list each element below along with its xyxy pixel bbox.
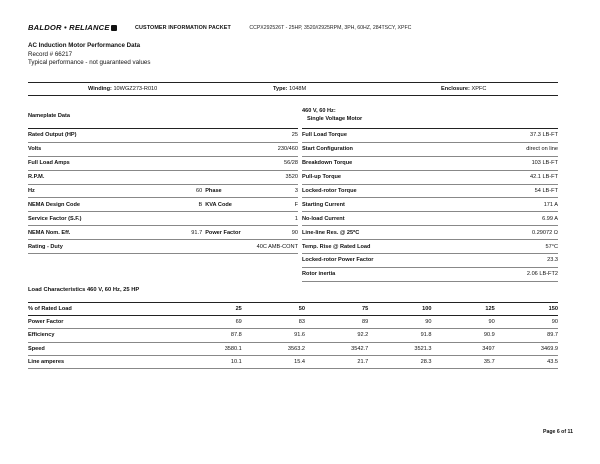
table-cell: 3563.2 <box>242 342 305 355</box>
enclosure-cell: Enclosure: XPFC <box>441 86 487 92</box>
table-row <box>302 226 558 240</box>
row-value: 56/28 <box>257 156 298 170</box>
row-label: Line amperes <box>28 355 179 368</box>
table-row <box>28 226 298 240</box>
table-row <box>28 329 558 342</box>
row-label: Locked-rotor Torque <box>302 184 452 198</box>
row-value: 90 <box>257 226 298 240</box>
table-cell: 87.8 <box>179 329 242 342</box>
row-value: 54 LB-FT <box>452 184 558 198</box>
row-value: 3 <box>257 184 298 198</box>
table-row <box>28 156 298 170</box>
row-label: Rating - Duty <box>28 240 257 254</box>
row-label: Service Factor (S.F.) <box>28 212 257 226</box>
table-row <box>302 240 558 254</box>
document-title: AC Induction Motor Performance Data <box>28 42 141 49</box>
table-row <box>28 142 298 156</box>
brand-mark-icon <box>111 25 117 31</box>
row-label: Full Load Amps <box>28 156 257 170</box>
row-value: B <box>175 198 202 212</box>
row-value: F <box>257 198 298 212</box>
table-cell: 89.7 <box>495 329 558 342</box>
row-value: 25 <box>257 129 298 143</box>
row-value: 1 <box>257 212 298 226</box>
table-cell: 3542.7 <box>305 342 368 355</box>
table-row <box>28 212 298 226</box>
row-value: 103 LB-FT <box>452 156 558 170</box>
row-label: Volts <box>28 142 257 156</box>
table-cell: 43.5 <box>495 355 558 368</box>
table-cell: 3497 <box>432 342 495 355</box>
row-label: Full Load Torque <box>302 129 452 143</box>
table-row <box>28 184 298 198</box>
voltage-title <box>302 103 558 129</box>
row-label: NEMA Design Code <box>28 198 175 212</box>
table-cell: 10.1 <box>179 355 242 368</box>
table-cell: 90 <box>495 316 558 329</box>
row-label: Power Factor <box>28 316 179 329</box>
model-line: CCPX292526T - 25HP, 3520//2925RPM, 3PH, 60HZ, 284TSCY, XPFC <box>249 24 412 31</box>
table-cell: 89 <box>305 316 368 329</box>
table-row <box>302 212 558 226</box>
load-characteristics-table <box>28 302 558 369</box>
row-label: Locked-rotor Power Factor <box>302 254 452 268</box>
column-header: 100 <box>368 303 431 316</box>
table-cell: 90.9 <box>432 329 495 342</box>
table-cell: 15.4 <box>242 355 305 368</box>
row-value: 23.3 <box>452 254 558 268</box>
row-label: NEMA Nom. Eff. <box>28 226 175 240</box>
row-label: Power Factor <box>202 226 256 240</box>
row-value: 3520 <box>257 170 298 184</box>
column-header: 50 <box>242 303 305 316</box>
table-cell: 91.8 <box>368 329 431 342</box>
table-cell: 3580.1 <box>179 342 242 355</box>
table-cell: 92.2 <box>305 329 368 342</box>
table-row <box>28 170 298 184</box>
table-cell: 83 <box>242 316 305 329</box>
row-label: No-load Current <box>302 212 452 226</box>
nameplate-header-row <box>28 103 298 129</box>
motor-summary-strip <box>28 82 558 96</box>
row-label: Starting Current <box>302 198 452 212</box>
table-cell: 3521.3 <box>368 342 431 355</box>
row-value: 6.99 A <box>452 212 558 226</box>
row-label: Start Configuration <box>302 142 452 156</box>
table-row <box>302 129 558 143</box>
row-value: 2.06 LB-FT2 <box>452 267 558 281</box>
load-characteristics-title: Load Characteristics 460 V, 60 Hz, 25 HP <box>28 287 140 293</box>
packet-title: CUSTOMER INFORMATION PACKET <box>135 24 231 31</box>
row-value: 37.3 LB-FT <box>452 129 558 143</box>
nameplate-title: Nameplate Data <box>28 103 298 129</box>
column-header: % of Rated Load <box>28 303 179 316</box>
row-label: Line-line Res. @ 25ºC <box>302 226 452 240</box>
row-label: Efficiency <box>28 329 179 342</box>
row-label: R.P.M. <box>28 170 257 184</box>
row-value: 60 <box>175 184 202 198</box>
page-header <box>28 19 580 31</box>
row-label: Pull-up Torque <box>302 170 452 184</box>
page-number: Page 6 of 11 <box>543 429 573 435</box>
column-header: 150 <box>495 303 558 316</box>
column-header: 25 <box>179 303 242 316</box>
table-row <box>302 142 558 156</box>
table-row <box>302 184 558 198</box>
row-value: 57°C <box>452 240 558 254</box>
row-value: 230/460 <box>257 142 298 156</box>
table-row <box>302 267 558 281</box>
table-cell: 90 <box>432 316 495 329</box>
row-value: 91.7 <box>175 226 202 240</box>
row-label: Rotor inertia <box>302 267 452 281</box>
voltage-header-row <box>302 103 558 129</box>
brand-logo: BALDOR • RELIANCE <box>28 23 117 32</box>
intro-block <box>28 42 150 68</box>
table-row <box>28 198 298 212</box>
table-row <box>28 240 298 254</box>
row-value: 0.29072 Ω <box>452 226 558 240</box>
table-row <box>302 254 558 268</box>
table-row <box>302 170 558 184</box>
row-label: KVA Code <box>202 198 256 212</box>
row-value: 40C AMB-CONT <box>257 240 298 254</box>
table-row <box>302 198 558 212</box>
voltage-title-line2: Single Voltage Motor <box>307 115 363 122</box>
record-number: Record # 66217 <box>28 50 73 58</box>
table-row <box>28 129 298 143</box>
row-label: Temp. Rise @ Rated Load <box>302 240 452 254</box>
table-cell: 28.3 <box>368 355 431 368</box>
winding-cell: Winding: 10WGZ273-R010 <box>88 86 158 92</box>
table-cell: 3469.9 <box>495 342 558 355</box>
column-header: 125 <box>432 303 495 316</box>
table-cell: 91.6 <box>242 329 305 342</box>
performance-note: Typical performance - not guaranteed values <box>28 59 151 67</box>
row-label: Hz <box>28 184 175 198</box>
row-value: 42.1 LB-FT <box>452 170 558 184</box>
row-value: 171 A <box>452 198 558 212</box>
type-cell: Type: 1048M <box>273 86 307 92</box>
load-header-row <box>28 303 558 316</box>
table-row <box>28 355 558 368</box>
table-row <box>302 156 558 170</box>
row-label: Rated Output (HP) <box>28 129 257 143</box>
voltage-performance-table <box>302 103 558 282</box>
table-cell: 21.7 <box>305 355 368 368</box>
row-label: Speed <box>28 342 179 355</box>
table-cell: 35.7 <box>432 355 495 368</box>
row-label: Phase <box>202 184 256 198</box>
row-value: direct on line <box>452 142 558 156</box>
column-header: 75 <box>305 303 368 316</box>
table-cell: 90 <box>368 316 431 329</box>
table-row <box>28 316 558 329</box>
row-label: Breakdown Torque <box>302 156 452 170</box>
nameplate-table <box>28 103 298 254</box>
table-row <box>28 342 558 355</box>
table-cell: 69 <box>179 316 242 329</box>
voltage-title-line1: 460 V, 60 Hz: <box>302 108 336 114</box>
